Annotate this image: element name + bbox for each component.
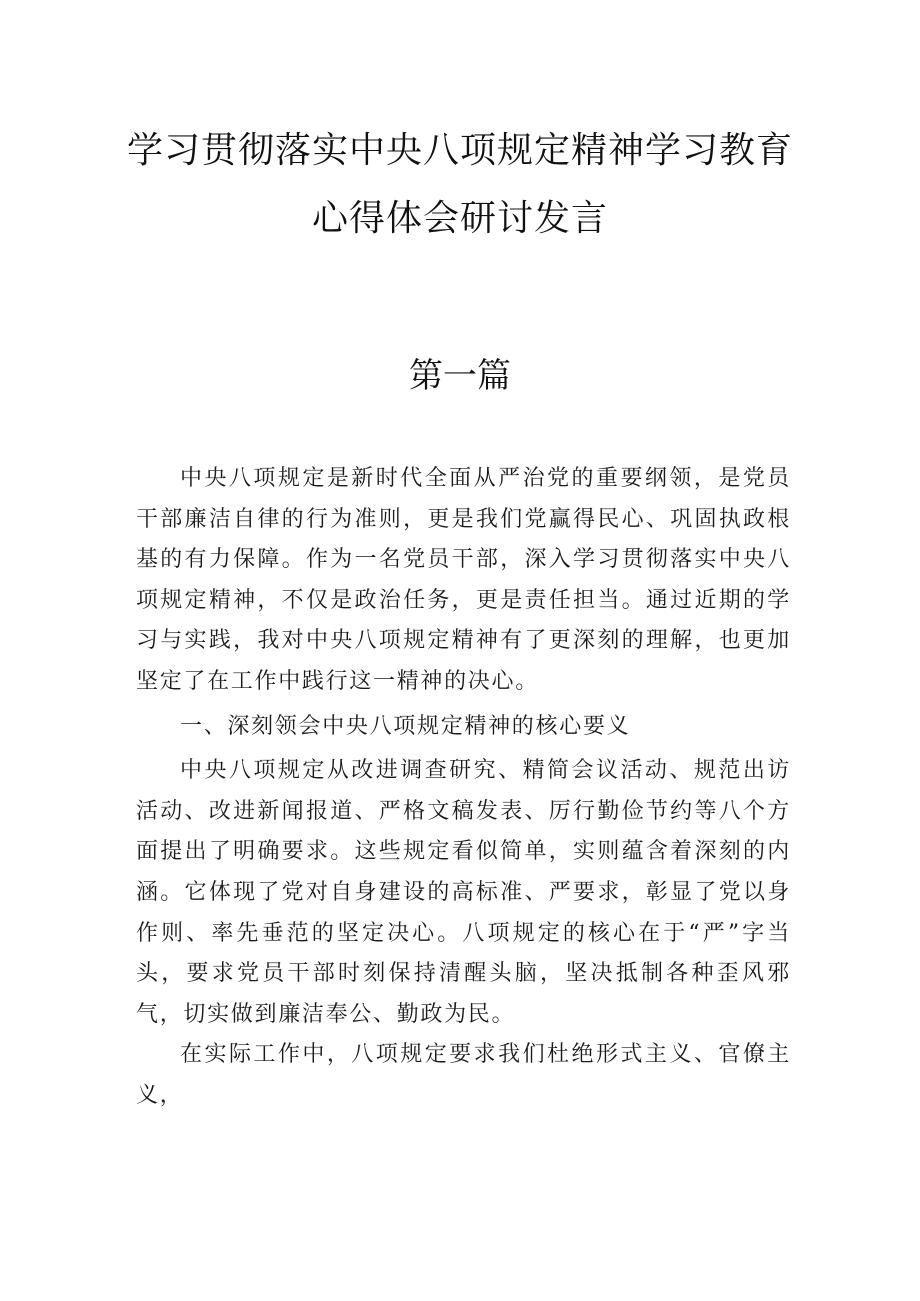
section-heading: 第一篇	[409, 356, 511, 396]
body-paragraph: 中央八项规定是新时代全面从严治党的重要纲领，是党员干部廉洁自律的行为准则，更是我们党赢得民心、巩固执政根基的有力保障。作为一名党员干部，深入学习贯彻落实中央八项规定精神，不仅是政治任务，更是责任担当。通过近期的学习与实践，我对中央八项规定精神有了更深刻的理解，也更加坚定了在工作中践行这一精神的决心。	[136, 466, 791, 694]
body-paragraph: 在实际工作中，八项规定要求我们杜绝形式主义、官僚主义，	[136, 1042, 791, 1108]
body-subheading: 一、深刻领会中央八项规定精神的核心要义	[180, 713, 631, 739]
document-title-line-2: 心得体会研讨发言	[311, 198, 608, 239]
document-body	[136, 459, 791, 1117]
document-title-line-1: 学习贯彻落实中央八项规定精神学习教育	[126, 130, 793, 171]
body-paragraph: 中央八项规定从改进调查研究、精简会议活动、规范出访活动、改进新闻报道、严格文稿发表、厉行勤俭节约等八个方面提出了明确要求。这些规定看似简单，实则蕴含着深刻的内涵。它体现了党对自身建设的高标准、严要求，彰显了党以身作则、率先垂范的坚定决心。八项规定的核心在于“严”字当头，要求党员干部时刻保持清醒头脑，坚决抵制各种歪风邪气，切实做到廉洁奉公、勤政为民。	[136, 758, 791, 1027]
